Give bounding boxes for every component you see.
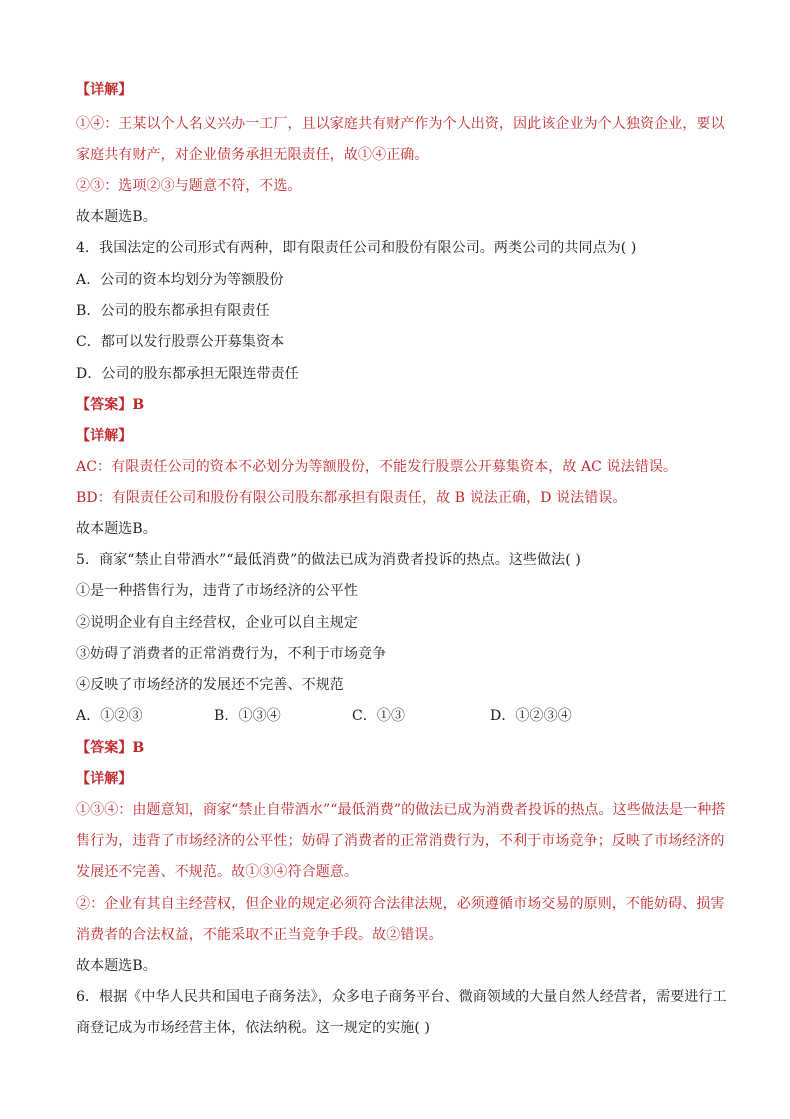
- explain-line: 售行为，违背了市场经济的公平性；妨碍了消费者的正常消费行为，不利于市场竞争；反映了市场经济的: [76, 833, 725, 849]
- explain-line: AC：有限责任公司的资本不必划分为等额股份，不能发行股票公开募集资本，故 AC 说法错误。: [76, 459, 678, 475]
- explain-line: ①③④：由题意知，商家“禁止自带酒水”“最低消费”的做法已成为消费者投诉的热点。这些做法是一种搭: [76, 802, 726, 818]
- choice-row: [76, 706, 716, 726]
- statement-item: ③妨碍了消费者的正常消费行为，不利于市场竞争: [76, 646, 387, 662]
- explain-line: ①④：王某以个人名义兴办一工厂，且以家庭共有财产作为个人出资，因此该企业为个人独资企业，要以: [76, 116, 725, 132]
- explain-line: 消费者的合法权益，不能采取不正当竞争手段。故②错误。: [76, 927, 443, 943]
- question-stem-cont: 商登记成为市场经营主体，依法纳税。这一规定的实施( ): [76, 1020, 431, 1036]
- question-stem: 6．根据《中华人民共和国电子商务法》，众多电子商务平台、微商领域的大量自然人经营者，需要进行工: [76, 989, 727, 1005]
- detail-heading: 【详解】: [76, 82, 133, 98]
- option-a: A．公司的资本均划分为等额股份: [76, 272, 284, 288]
- explain-line: ②③：选项②③与题意不符，不选。: [76, 178, 302, 194]
- conclusion-line: 故本题选B。: [76, 209, 157, 225]
- option-d: D．①②③④: [490, 708, 572, 724]
- detail-heading: 【详解】: [76, 771, 133, 787]
- statement-item: ①是一种搭售行为，违背了市场经济的公平性: [76, 583, 358, 599]
- statement-item: ②说明企业有自主经营权，企业可以自主规定: [76, 615, 358, 631]
- statement-item: ④反映了市场经济的发展还不完善、不规范: [76, 677, 344, 693]
- question-stem: 5．商家“禁止自带酒水”“最低消费”的做法已成为消费者投诉的热点。这些做法( ): [76, 552, 581, 568]
- question-stem: 4．我国法定的公司形式有两种，即有限责任公司和股份有限公司。两类公司的共同点为( ): [76, 240, 637, 256]
- option-a: A．①②③: [76, 708, 143, 724]
- explain-line: 发展还不完善、不规范。故①③④符合题意。: [76, 864, 358, 880]
- answer-heading: 【答案】B: [76, 397, 145, 413]
- option-d: D．公司的股东都承担无限连带责任: [76, 366, 299, 382]
- conclusion-line: 故本题选B。: [76, 958, 157, 974]
- option-b: B．公司的股东都承担有限责任: [76, 303, 270, 319]
- option-c: C．①③: [352, 708, 406, 724]
- explain-line: ②：企业有其自主经营权，但企业的规定必须符合法律法规，必须遵循市场交易的原则，不能妨碍、损害: [76, 896, 725, 912]
- option-c: C．都可以发行股票公开募集资本: [76, 334, 285, 350]
- option-b: B．①③④: [214, 708, 281, 724]
- detail-heading: 【详解】: [76, 428, 133, 444]
- explain-line: 家庭共有财产，对企业债务承担无限责任，故①④正确。: [76, 147, 429, 163]
- conclusion-line: 故本题选B。: [76, 521, 157, 537]
- answer-heading: 【答案】B: [76, 740, 145, 756]
- explain-line: BD：有限责任公司和股份有限公司股东都承担有限责任，故 B 说法正确，D 说法错误。: [76, 490, 627, 506]
